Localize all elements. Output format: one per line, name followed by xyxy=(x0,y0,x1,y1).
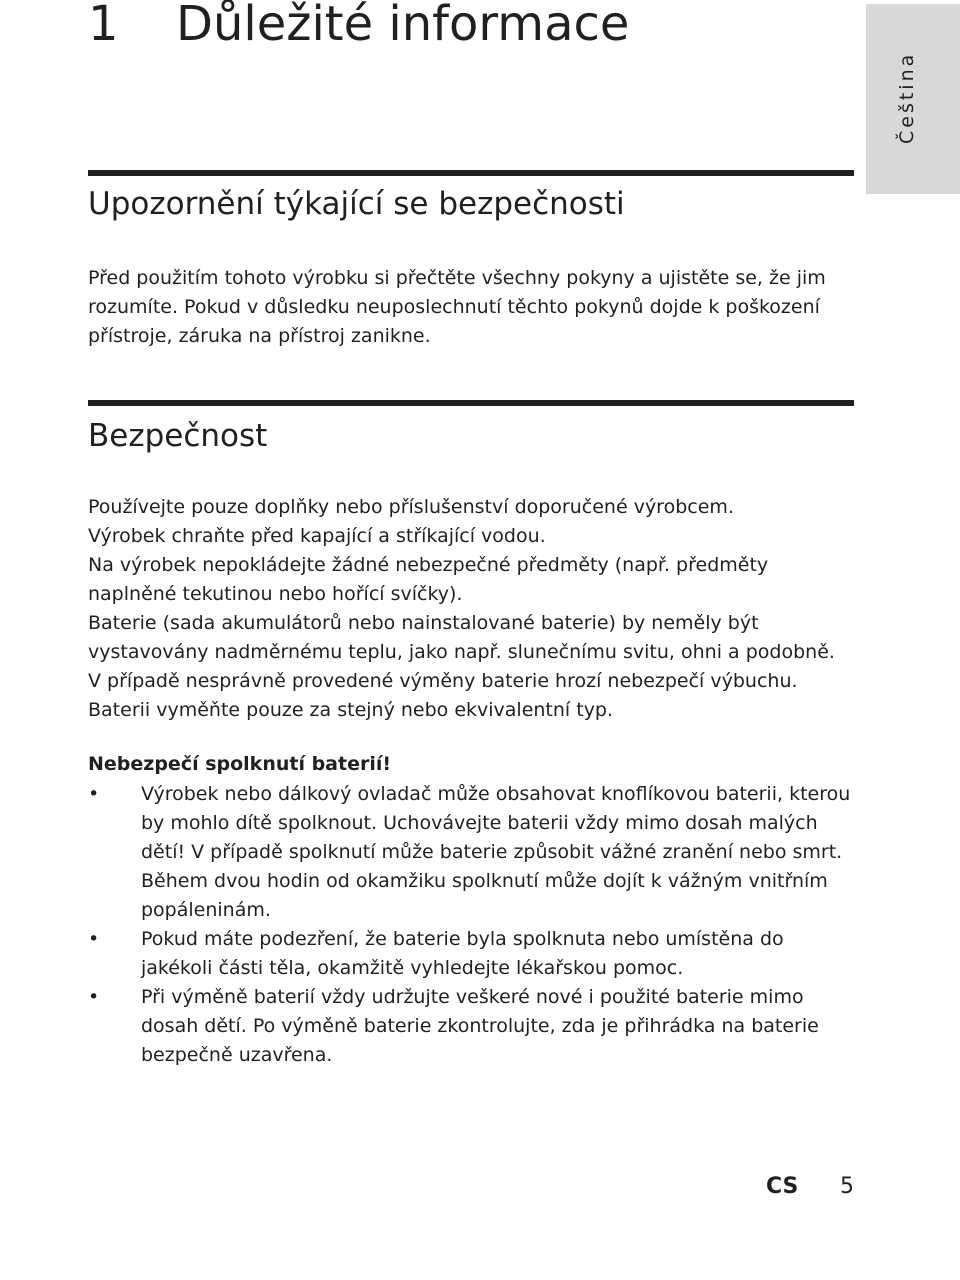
safety-notice-heading: Upozornění týkající se bezpečnosti xyxy=(88,186,625,222)
safety-line: Používejte pouze doplňky nebo příslušenství doporučené výrobcem. xyxy=(88,496,734,518)
bullet-icon: • xyxy=(88,986,100,1008)
list-item xyxy=(88,983,858,1070)
list-item-text: Výrobek nebo dálkový ovladač může obsahovat knoflíkovou baterii, kterou by mohlo dítě spolknout. Uchovávejte baterii vždy mimo dosah malých dětí! V případě spolknutí může baterie způsobit vážné zranění nebo smrt. Během dvou hodin od okamžiku spolknutí může dojít k vážným vnitřním popáleninám. xyxy=(141,783,851,921)
battery-warning-heading: Nebezpečí spolknutí baterií! xyxy=(88,753,392,775)
list-item-text: Při výměně baterií vždy udržujte veškeré nové i použité baterie mimo dosah dětí. Po výměně baterie zkontrolujte, zda je přihrádka na baterie bezpečně uzavřena. xyxy=(141,986,819,1066)
list-item xyxy=(88,925,858,983)
language-tab-label: Čeština xyxy=(896,51,918,144)
safety-notice-text: Před použitím tohoto výrobku si přečtěte všechny pokyny a ujistěte se, že jim rozumíte. Pokud v důsledku neuposlechnutí těchto pokynů dojde k poškození přístroje, záruka na přístroj zanikne. xyxy=(88,267,826,347)
list-item xyxy=(88,780,858,925)
safety-line: Baterie (sada akumulátorů nebo nainstalované baterie) by neměly být vystavovány nadměrnému teplu, jako např. slunečnímu svitu, ohni a podobně. xyxy=(88,612,835,663)
footer-page-number: 5 xyxy=(840,1174,854,1199)
language-side-tab xyxy=(866,4,960,194)
section-divider xyxy=(88,400,854,406)
safety-text xyxy=(88,493,858,725)
list-item-text: Pokud máte podezření, že baterie byla spolknuta nebo umístěna do jakékoli části těla, okamžitě vyhledejte lékařskou pomoc. xyxy=(141,928,784,979)
chapter-title-text: Důležité informace xyxy=(176,0,630,52)
section-divider xyxy=(88,170,854,176)
battery-warning-list xyxy=(88,780,858,1070)
bullet-icon: • xyxy=(88,928,100,950)
safety-line: Na výrobek nepokládejte žádné nebezpečné předměty (např. předměty naplněné tekutinou nebo hořící svíčky). xyxy=(88,554,769,605)
bullet-icon: • xyxy=(88,783,100,805)
safety-line: V případě nesprávně provedené výměny baterie hrozí nebezpečí výbuchu. Baterii vyměňte pouze za stejný nebo ekvivalentní typ. xyxy=(88,670,798,721)
safety-line: Výrobek chraňte před kapající a stříkající vodou. xyxy=(88,525,546,547)
chapter-number: 1 xyxy=(88,0,119,52)
safety-heading: Bezpečnost xyxy=(88,418,268,454)
footer-language-code: CS xyxy=(766,1174,799,1199)
